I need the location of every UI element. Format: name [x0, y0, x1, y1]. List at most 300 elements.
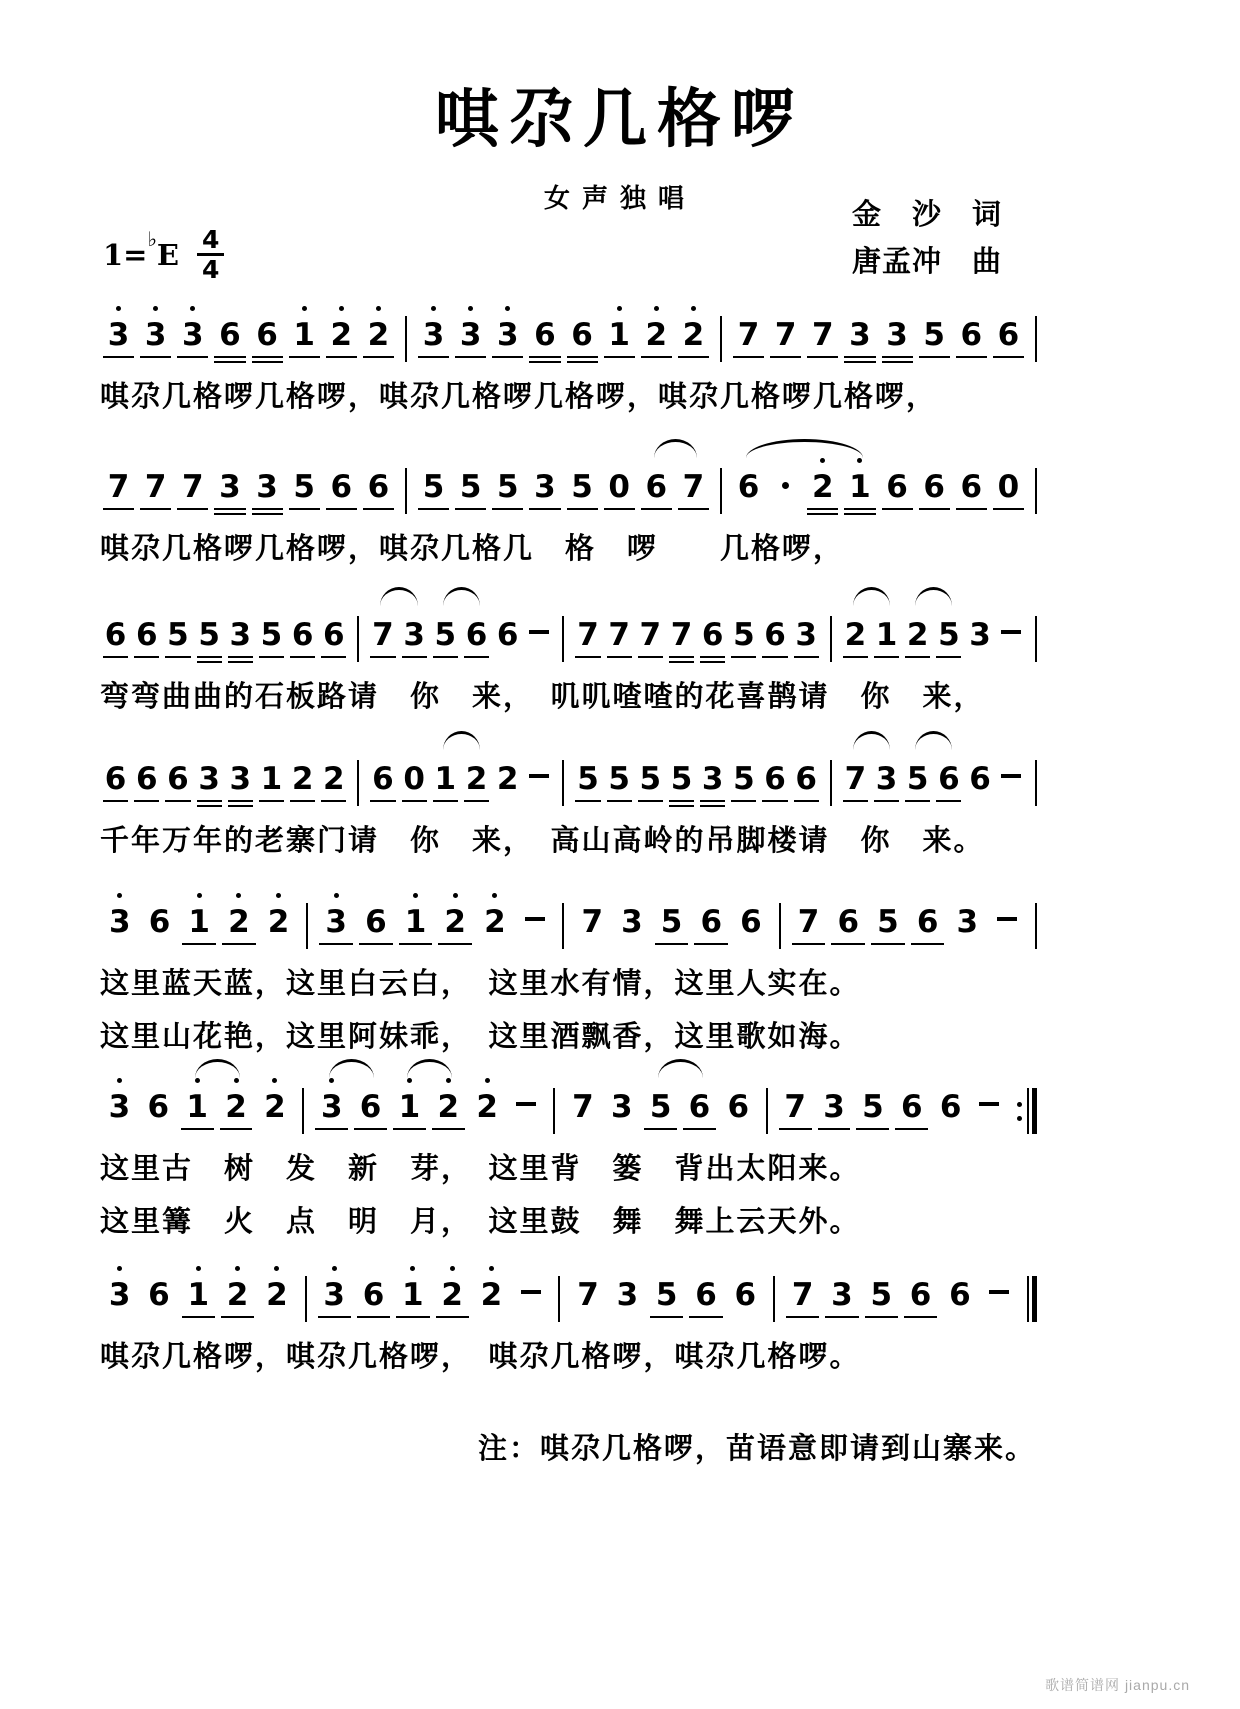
note-digit: 7 [608, 617, 630, 653]
note-digit: 2 [476, 1089, 498, 1125]
note-digit: 6 [737, 469, 760, 505]
note [767, 284, 804, 370]
beam-lines [351, 1128, 390, 1142]
beam-lines [174, 356, 211, 370]
beam-lines [100, 1128, 139, 1142]
note-digit: 5 [733, 761, 755, 797]
beam-lines [868, 943, 908, 957]
beam-lines [990, 508, 1027, 522]
note [604, 584, 635, 670]
note [211, 436, 248, 522]
note [804, 284, 841, 370]
beam-lines [719, 1128, 758, 1142]
note [791, 584, 822, 670]
note-digit: 2 [330, 317, 353, 353]
beam-lines [430, 800, 461, 814]
note [990, 284, 1027, 370]
note-digit: 5 [906, 761, 929, 797]
octave-dot-icon [450, 1266, 455, 1271]
octave-dot-icon [691, 306, 696, 311]
note-digit: 6 [256, 317, 278, 353]
note [940, 1244, 979, 1330]
note-digit: 3 [256, 469, 278, 505]
beam-lines [980, 1316, 1019, 1330]
note-digit: 6 [534, 317, 556, 353]
note [174, 284, 211, 370]
beam-lines [100, 508, 137, 522]
beam-lines [286, 508, 323, 522]
note-digit: 3 [107, 317, 130, 353]
beam-lines [564, 508, 601, 522]
note-digit: 6 [135, 617, 158, 653]
beam-lines [100, 1316, 139, 1330]
beam-lines [564, 356, 601, 370]
beam-lines [396, 943, 436, 957]
barline [773, 1244, 775, 1322]
note-digit: 6 [997, 317, 1020, 353]
note [489, 284, 526, 370]
beam-lines [892, 1128, 931, 1142]
note [608, 1244, 647, 1330]
note [137, 436, 174, 522]
note [730, 284, 767, 370]
beam-lines [908, 943, 948, 957]
barline [830, 728, 832, 806]
note [179, 1244, 218, 1330]
octave-dot-icon [485, 1078, 490, 1083]
note-digit: 6 [323, 617, 345, 653]
beam-lines [315, 1316, 354, 1330]
beam-lines [174, 508, 211, 522]
beam-lines [318, 656, 349, 670]
note-digit: 5 [877, 904, 899, 940]
beam-lines [608, 1316, 647, 1330]
beam-lines [526, 356, 563, 370]
beam-lines [601, 356, 638, 370]
note-digit: 6 [148, 1277, 170, 1313]
notes-row [100, 871, 1045, 957]
octave-dot-icon [339, 306, 344, 311]
dash-icon [516, 1088, 536, 1126]
note-digit: 6 [923, 469, 945, 505]
lyrics-line: 唭尕几格啰几格啰，唭尕几格几 格 啰 几格啰， [100, 533, 845, 565]
note-digit: 1 [186, 1089, 208, 1125]
beam-lines [804, 356, 841, 370]
note-digit: 2 [228, 904, 250, 940]
note [360, 284, 397, 370]
note [563, 1056, 602, 1142]
dash-icon [525, 903, 545, 941]
note-digit: 6 [571, 317, 593, 353]
note [953, 436, 990, 522]
note [131, 584, 162, 670]
beam-lines [840, 800, 871, 814]
octave-dot-icon [117, 1078, 122, 1083]
note-digit: 7 [581, 904, 604, 940]
beam-lines [964, 800, 995, 814]
note-digit: 1 [402, 1277, 424, 1313]
beam-lines [390, 1128, 429, 1142]
beam-lines [730, 356, 767, 370]
note [211, 284, 248, 370]
note [489, 436, 526, 522]
note-digit: 3 [325, 904, 347, 940]
note [990, 436, 1027, 522]
note [323, 284, 360, 370]
note-digit: 6 [909, 1277, 932, 1313]
note-digit: 2 [645, 317, 668, 353]
beam-lines [194, 800, 225, 814]
note [452, 436, 489, 522]
beam-lines [641, 1128, 680, 1142]
beam-lines [312, 1128, 351, 1142]
note-digit: 5 [167, 617, 189, 653]
note [601, 436, 638, 522]
note [868, 871, 908, 957]
note [612, 871, 652, 957]
note [964, 728, 995, 814]
system-5 [100, 871, 1045, 1063]
beam-lines [492, 800, 523, 814]
octave-dot-icon [190, 306, 195, 311]
note-digit: 2 [484, 904, 506, 940]
lyrics-line: 这里古 树 发 新 芽， 这里背 篓 背出太阳来。 [100, 1153, 861, 1185]
note-digit: 7 [107, 469, 130, 505]
beam-lines [572, 656, 603, 670]
beam-lines [728, 800, 759, 814]
beam-lines [940, 1316, 979, 1330]
octave-dot-icon [153, 306, 158, 311]
note-digit: 3 [229, 617, 252, 653]
barline [1035, 584, 1037, 662]
beam-lines [316, 943, 356, 957]
note-digit: 6 [465, 617, 488, 653]
note-digit: 3 [795, 617, 817, 653]
note [931, 1056, 970, 1142]
note [879, 436, 916, 522]
beam-lines [697, 656, 728, 670]
octave-dot-icon [197, 893, 202, 898]
octave-dot-icon [117, 1266, 122, 1271]
beam-lines [776, 1128, 815, 1142]
note-digit: 3 [886, 317, 908, 353]
beam-lines [675, 356, 712, 370]
note [194, 728, 225, 814]
note [908, 871, 948, 957]
octave-dot-icon [274, 1266, 279, 1271]
beam-lines [131, 800, 162, 814]
beam-lines [840, 656, 871, 670]
octave-dot-icon [453, 893, 458, 898]
octave-dot-icon [468, 306, 473, 311]
beam-lines [815, 1128, 854, 1142]
beam-lines [179, 1316, 218, 1330]
note [601, 284, 638, 370]
beam-lines [511, 1316, 550, 1330]
beam-lines [767, 508, 804, 522]
note-digit: 6 [496, 617, 519, 653]
note-digit: 2 [323, 761, 345, 797]
beam-lines [461, 656, 492, 670]
beam-lines [822, 1316, 861, 1330]
beam-lines [871, 656, 902, 670]
beam-lines [635, 656, 666, 670]
note-digit: 3 [219, 469, 241, 505]
note-digit: 5 [862, 1089, 884, 1125]
note [635, 584, 666, 670]
beam-lines [211, 356, 248, 370]
lyricist-credit: 金 沙 词 [852, 199, 1003, 231]
note [526, 284, 563, 370]
note [131, 728, 162, 814]
note [635, 728, 666, 814]
beam-lines [475, 943, 515, 957]
beam-lines [601, 508, 638, 522]
beam-lines [489, 356, 526, 370]
barline [720, 284, 722, 362]
note [367, 728, 398, 814]
note-digit: 7 [144, 469, 167, 505]
note-digit: 2 [437, 1089, 460, 1125]
barline [1035, 871, 1037, 949]
beam-lines [652, 943, 692, 957]
beam-lines [472, 1316, 511, 1330]
beam-lines [287, 800, 318, 814]
note-digit: 5 [870, 1277, 893, 1313]
beam-lines [686, 1316, 725, 1330]
note [492, 728, 523, 814]
note-digit: 6 [701, 617, 724, 653]
lyrics-line: 唭尕几格啰，唭尕几格啰， 唭尕几格啰，唭尕几格啰。 [100, 1341, 861, 1373]
beam-lines [323, 508, 360, 522]
beam-lines [933, 656, 964, 670]
note [996, 728, 1027, 814]
note-digit: 1 [875, 617, 898, 653]
beam-lines [507, 1128, 546, 1142]
note [323, 436, 360, 522]
footnote: 注：唭尕几格啰，苗语意即请到山寨来。 [478, 1433, 1037, 1465]
note [572, 728, 603, 814]
note-digit: 7 [812, 317, 834, 353]
beam-lines [178, 1128, 217, 1142]
octave-dot-icon [446, 1078, 451, 1083]
beam-lines [515, 943, 555, 957]
note-digit: 3 [108, 1277, 131, 1313]
note [652, 871, 692, 957]
note [980, 1244, 1019, 1330]
lyrics-line: 这里篝 火 点 明 月， 这里鼓 舞 舞上云天外。 [100, 1206, 861, 1238]
note-digit: 6 [960, 469, 983, 505]
note-digit: 5 [571, 469, 593, 505]
note [815, 1056, 854, 1142]
dash-icon [529, 760, 549, 798]
beam-lines [100, 356, 137, 370]
note [139, 1244, 178, 1330]
barline [357, 728, 359, 806]
beam-lines [853, 1128, 892, 1142]
note [638, 284, 675, 370]
note-digit: 3 [969, 617, 991, 653]
note-digit: 3 [422, 317, 445, 353]
beam-lines [604, 656, 635, 670]
beam-lines [635, 800, 666, 814]
octave-dot-icon [410, 1266, 415, 1271]
beam-lines [730, 508, 767, 522]
song-title: 唭尕几格啰 [435, 83, 805, 155]
note-digit: 3 [616, 1277, 639, 1313]
note [526, 436, 563, 522]
note-digit: 3 [323, 1277, 345, 1313]
composer-credit: 唐孟冲 曲 [852, 246, 1003, 278]
note [697, 584, 728, 670]
beam-lines [140, 943, 180, 957]
note [100, 284, 137, 370]
beam-lines [953, 508, 990, 522]
beam-lines [218, 1316, 257, 1330]
note [396, 871, 436, 957]
note-digit: 5 [655, 1277, 678, 1313]
barline [357, 584, 359, 662]
note-digit: 6 [837, 904, 860, 940]
note-digit: 6 [700, 904, 723, 940]
beam-lines [225, 656, 256, 670]
octave-dot-icon [117, 893, 122, 898]
note [415, 284, 452, 370]
beam-lines [759, 800, 790, 814]
note [354, 1244, 393, 1330]
note-digit: 5 [422, 469, 445, 505]
note [256, 584, 287, 670]
note [572, 871, 612, 957]
beam-lines [767, 356, 804, 370]
lyrics-line: 这里山花艳，这里阿妹乖， 这里酒飘香，这里歌如海。 [100, 1021, 861, 1053]
note [179, 871, 219, 957]
note [100, 1244, 139, 1330]
note-digit: 6 [695, 1277, 717, 1313]
note-digit: 5 [434, 617, 457, 653]
beam-lines [841, 508, 878, 522]
beam-lines [219, 943, 259, 957]
beam-lines [789, 943, 829, 957]
note [468, 1056, 507, 1142]
meter-numerator: 4 [197, 226, 224, 256]
beam-lines [217, 1128, 256, 1142]
note-digit: 6 [727, 1089, 750, 1125]
dash-icon [979, 1088, 999, 1126]
note-digit: 7 [577, 1277, 599, 1313]
beam-lines [139, 1128, 178, 1142]
note-digit: 2 [906, 617, 929, 653]
octave-dot-icon [276, 893, 281, 898]
note-digit: 5 [938, 617, 960, 653]
note [987, 871, 1027, 957]
note-digit: 7 [372, 617, 394, 653]
note [137, 284, 174, 370]
note-digit: 7 [844, 761, 867, 797]
note-digit: 2 [682, 317, 705, 353]
note-digit: 2 [226, 1277, 249, 1313]
lyrics-line: 这里蓝天蓝，这里白云白， 这里水有情，这里人实在。 [100, 968, 861, 1000]
note [564, 284, 601, 370]
note [789, 871, 829, 957]
beam-lines [356, 943, 396, 957]
lyrics-line: 千年万年的老寨门请 你 来， 高山高岭的吊脚楼请 你 来。 [100, 825, 985, 857]
note-digit: 3 [610, 1089, 633, 1125]
beam-lines [602, 1128, 641, 1142]
note-digit: 7 [682, 469, 705, 505]
beam-lines [137, 508, 174, 522]
beam-lines [791, 800, 822, 814]
beam-lines [257, 1316, 296, 1330]
barline [1035, 436, 1037, 514]
notes-row [100, 436, 1045, 522]
note-digit: 2 [496, 761, 519, 797]
note [841, 284, 878, 370]
beam-lines [162, 656, 193, 670]
note [219, 871, 259, 957]
beam-lines [435, 943, 475, 957]
note-digit: 6 [148, 904, 171, 940]
note [218, 1244, 257, 1330]
system-2 [100, 436, 1045, 575]
note-digit: 5 [577, 761, 599, 797]
note [947, 871, 987, 957]
note-digit: 2 [267, 904, 290, 940]
beam-lines [139, 1316, 178, 1330]
beam-lines [318, 800, 349, 814]
note [225, 728, 256, 814]
note-digit: 1 [260, 761, 283, 797]
beam-lines [568, 1316, 607, 1330]
note [475, 871, 515, 957]
note [828, 871, 868, 957]
notes-row [100, 1056, 1045, 1142]
octave-dot-icon [236, 893, 241, 898]
octave-dot-icon [235, 1266, 240, 1271]
beam-lines [461, 800, 492, 814]
note [691, 871, 731, 957]
note-digit: 3 [956, 904, 979, 940]
note-digit: 2 [465, 761, 488, 797]
note-digit: 6 [135, 761, 158, 797]
beam-lines [360, 356, 397, 370]
beam-lines [523, 656, 554, 670]
beam-lines [256, 800, 287, 814]
note [139, 1056, 178, 1142]
note-digit: 6 [372, 761, 394, 797]
barline [562, 871, 564, 949]
beam-lines [916, 508, 953, 522]
note [286, 284, 323, 370]
note [225, 584, 256, 670]
beam-lines [680, 1128, 719, 1142]
beam-lines [367, 656, 398, 670]
note-digit: 5 [670, 761, 693, 797]
note-digit: 2 [480, 1277, 503, 1313]
note [259, 871, 299, 957]
note-digit: 7 [577, 617, 599, 653]
beam-lines [259, 943, 299, 957]
note-digit: 6 [330, 469, 353, 505]
beam-lines [452, 508, 489, 522]
octave-dot-icon [329, 1078, 334, 1083]
note-digit: 2 [812, 469, 834, 505]
note [194, 584, 225, 670]
beam-lines [225, 800, 256, 814]
note-digit: 3 [701, 761, 724, 797]
note [853, 1056, 892, 1142]
note-digit: 6 [291, 617, 314, 653]
